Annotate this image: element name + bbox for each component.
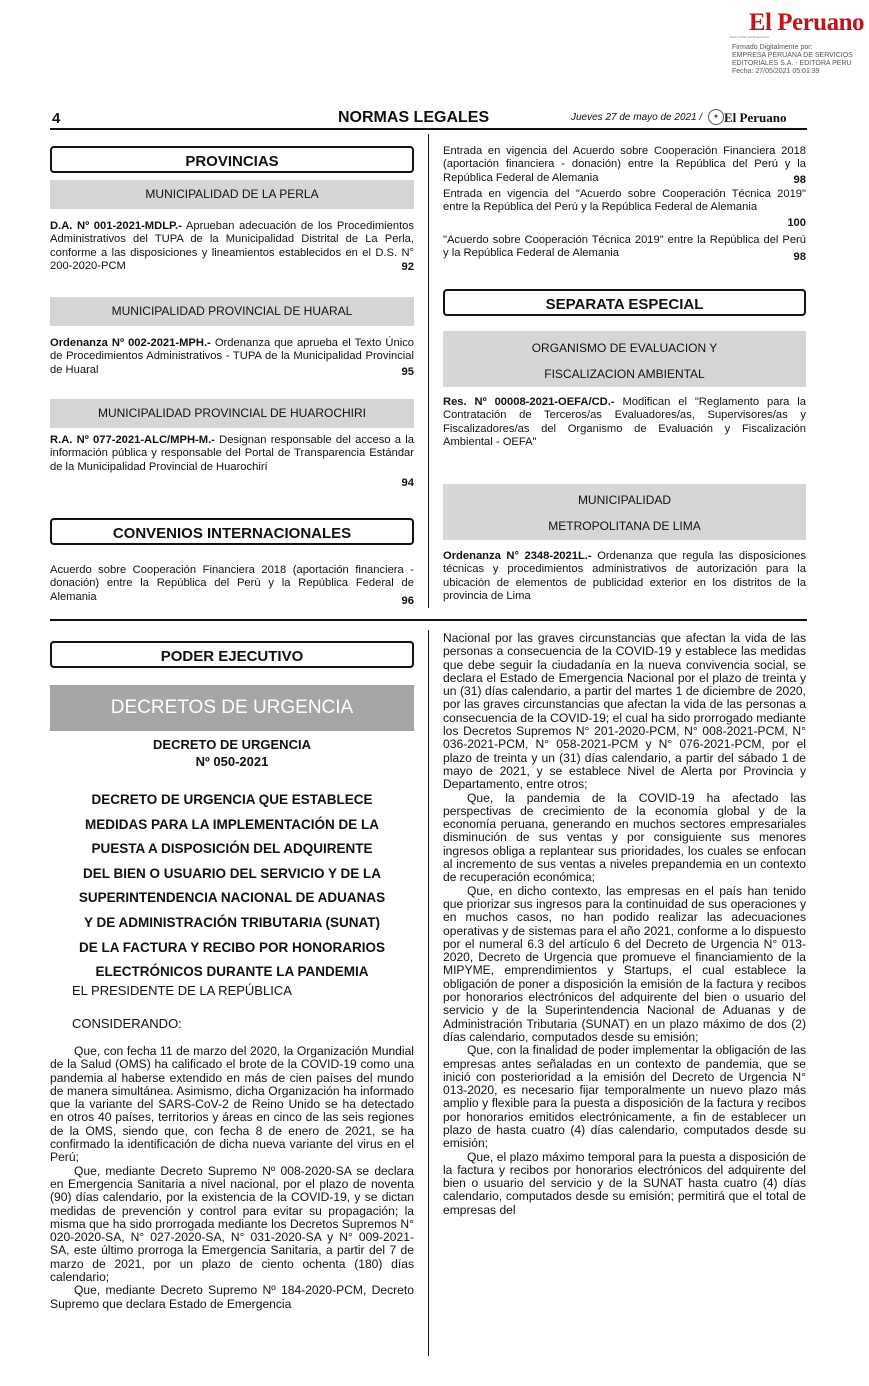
- entity-header: MUNICIPALIDAD PROVINCIAL DE HUARAL: [50, 297, 414, 326]
- entry-text: Entrada en vigencia del Acuerdo sobre Cooperación Financiera 2018 (aportación financiera - donación) entre la República del Perú y la República Federal de Alemania: [443, 145, 806, 184]
- issue-date: Jueves 27 de mayo de 2021 /: [571, 112, 703, 123]
- body-paragraph: Que, en dicho contexto, las empresas en el país han tenido que priorizar sus ingresos para la continuidad de sus operaciones y en muchos casos, no han podido realizar las adecuaciones operativas y de sistemas para el año 2021, conforme a lo dispuesto por el numeral 6.3 del artículo 6 del Decreto de Urgencia N° 013-2020, Decreto de Urgencia que promueve el financiamiento de la MIPYME, emprendimientos y Startups, el cual establece la obligación de poner a disposición la emisión de la factura y recibos por honorarios electrónicos del adquirente del bien o usuario del servicio y de la Superintendencia Nacional de Aduanas y de Administración Tributaria (SUNAT) en un plazo máximo de dos (2) días calendario, computados desde su emisión;: [443, 883, 806, 1044]
- heading-line: SUPERINTENDENCIA NACIONAL DE ADUANAS: [78, 890, 386, 906]
- entity-header: [443, 484, 806, 540]
- body-paragraph: Que, mediante Decreto Supremo Nº 008-2020-SA se declara en Emergencia Sanitaria a nivel nacional, por el plazo de noventa (90) días calendario, por la existencia de la COVID-19, y se dictan medidas de prevención y control para evitar su propagación; la misma que ha sido prorrogada mediante los Decretos Supremos N° 020-2020-SA, N° 027-2020-SA, N° 031-2020-SA y N° 009-2021-SA, este último prorroga la Emergencia Sanitaria, a partir del 7 de marzo de 2021, por un plazo de ciento ochenta (180) días calendario;: [50, 1163, 414, 1285]
- entry-text: Entrada en vigencia del "Acuerdo sobre Cooperación Técnica 2019" entre la República del Perú y la República Federal de Alemania: [443, 188, 806, 214]
- entry-page: 98: [793, 250, 806, 263]
- entry-page: 94: [401, 476, 414, 489]
- summary-entry: [443, 396, 806, 466]
- signature-line: Fecha: 27/05/2021 05:01:39: [732, 68, 820, 75]
- entry-text: Aprueban adecuación de los Procedimientos Administrativos del TUPA de la Municipalidad Distrital de La Perla, conforme a las disposiciones y lineamientos establecidos en el D.S. N° 200-2020-PCM: [50, 220, 414, 273]
- body-paragraph: Que, con fecha 11 de marzo del 2020, la Organización Mundial de la Salud (OMS) ha calificado el brote de la COVID-19 como una pandemia al haberse extendido en más de cien países del mundo de manera simultánea. Asimismo, dicha Organización ha informado que la variante del SARS-CoV-2 de Reino Unido se ha detectado en otros 40 países, territorios y áreas en cinco de las seis regiones de la OMS, siendo que, con fecha 8 de enero de 2021, se ha confirmado la identificación de dicha nueva variante del virus en el Perú;: [50, 1045, 414, 1165]
- signature-line: EMPRESA PERUANA DE SERVICIOS: [732, 52, 853, 59]
- entry-code: R.A. Nº 077-2021-ALC/MPH-M.-: [50, 434, 215, 446]
- column-divider: [428, 134, 429, 608]
- entry-page: 96: [401, 594, 414, 607]
- entry-text: Designan responsable del acceso a la información pública y responsable del Portal de Transparencia Estándar de la Municipalidad Provincial de Huarochirí: [50, 434, 414, 473]
- summary-entry: [50, 337, 414, 379]
- heading-line: PUESTA A DISPOSICIÓN DEL ADQUIRENTE: [91, 841, 373, 857]
- entry-code: Ordenanza Nº 002-2021-MPH.-: [50, 337, 211, 349]
- decree-number: Nº 050-2021: [195, 754, 269, 769]
- signature-line: EDITORIALES S.A. - EDITORA PERU: [732, 60, 852, 67]
- provincias-title: PROVINCIAS: [50, 146, 414, 173]
- decree-heading: [50, 788, 414, 985]
- president-line: EL PRESIDENTE DE LA REPÚBLICA: [72, 983, 292, 998]
- entry-code: D.A. Nº 001-2021-MDLP.-: [50, 220, 182, 232]
- el-peruano-logo: El Peruano: [748, 9, 864, 36]
- heading-line: DEL BIEN O USUARIO DEL SERVICIO Y DE LA: [82, 865, 382, 881]
- heading-line: DECRETO DE URGENCIA QUE ESTABLECE: [91, 792, 373, 807]
- heading-line: ELECTRÓNICOS DURANTE LA PANDEMIA: [95, 964, 369, 980]
- heading-line: MEDIDAS PARA LA IMPLEMENTACIÓN DE LA: [85, 816, 379, 832]
- decree-body-left: [50, 1045, 414, 1355]
- entity-header: MUNICIPALIDAD PROVINCIAL DE HUAROCHIRI: [50, 399, 414, 428]
- header-brand: El Peruano: [724, 110, 787, 125]
- column-divider: [428, 630, 429, 1356]
- entry-page: 92: [401, 260, 414, 273]
- logo-tagline: Diario Oficial del Bicentenario: [730, 35, 770, 39]
- section-rule: [50, 619, 807, 621]
- section-title: NORMAS LEGALES: [338, 109, 490, 126]
- entity-header-line: METROPOLITANA DE LIMA: [548, 519, 701, 533]
- body-paragraph: Que, con la finalidad de poder implementar la obligación de las empresas antes señaladas en un contexto de pandemia, que se inició con posterioridad a la emisión del Decreto de Urgencia N° 013-2020, es necesario fijar temporalmente un nuevo plazo más amplio y flexible para la puesta a disposición de la factura y recibos por honorarios emitidos electrónicamente, a fin de establecer un plazo de hasta cuatro (4) días calendario, computados desde su emisión;: [443, 1043, 806, 1151]
- decree-body-right: [443, 632, 806, 1354]
- entry-text: Modifican el "Reglamento para la Contratación de Terceros/as Evaluadores/as, Supervisores/as y Fiscalizadores/as del Organismo de Evaluación y Fiscalización Ambiental - OEFA": [443, 396, 806, 449]
- considerando-label: CONSIDERANDO:: [72, 1016, 182, 1031]
- coat-of-arms-icon: ✦: [708, 109, 724, 125]
- entry-text: Acuerdo sobre Cooperación Financiera 2018 (aportación financiera - donación) entre la República del Perú y la República Federal de Alemania: [50, 564, 414, 603]
- entry-page: 98: [793, 173, 806, 186]
- convenios-title: CONVENIOS INTERNACIONALES: [50, 518, 414, 545]
- summary-entry: [443, 550, 806, 608]
- entry-text: Ordenanza que aprueba el Texto Único de Procedimientos Administrativos - TUPA de la Municipalidad Provincial de Huaral: [50, 337, 415, 376]
- body-paragraph: Que, el plazo máximo temporal para la puesta a disposición de la factura y recibos por honorarios electrónicos del adquirente del bien o usuario del servicio y de la SUNAT hasta cuatro (4) días calendario, computados desde su emisión; permitirá que el total de empresas del: [443, 1149, 806, 1217]
- summary-entry: [50, 434, 414, 490]
- body-paragraph: Que, mediante Decreto Supremo Nº 184-2020-PCM, Decreto Supremo que declara Estado de Emergencia: [50, 1283, 414, 1311]
- poder-ejecutivo-title: PODER EJECUTIVO: [50, 641, 414, 668]
- page-number: 4: [52, 110, 61, 127]
- entry-code: Res. Nº 00008-2021-OEFA/CD.-: [443, 396, 615, 408]
- summary-entry: [50, 564, 414, 608]
- body-paragraph: Nacional por las graves circunstancias que afectan la vida de las personas a consecuencia de la COVID-19 y establece las medidas que debe seguir la ciudadanía en la nueva convivencia social, se declara el Estado de Emergencia Nacional por el plazo de treinta y un (31) días calendario, a partir del martes 1 de diciembre de 2020, por las graves circunstancias que afectan la vida de las personas a consecuencia de la COVID-19; el cual ha sido prorrogado mediante los Decretos Supremos N° 201-2020-PCM, N° 008-2021-PCM, N° 036-2021-PCM, N° 058-2021-PCM y N° 076-2021-PCM, por el plazo de treinta y un (31) días calendario, a partir del sábado 1 de mayo de 2021, y se establece Nivel de Alerta por Provincia y Departamento, entre otros;: [443, 632, 806, 792]
- entry-page: 95: [401, 365, 414, 378]
- entry-text: Ordenanza que regula las disposiciones técnicas y procedimientos administrativos de autorización para la ubicación de elementos de publicidad exterior en los distritos de la provincia de Lima: [443, 550, 807, 603]
- digital-signature: [732, 44, 862, 76]
- entity-header-line: FISCALIZACION AMBIENTAL: [544, 367, 705, 381]
- summary-entry: [443, 188, 806, 230]
- summary-entry: [443, 145, 806, 187]
- heading-line: Y DE ADMINISTRACIÓN TRIBUTARIA (SUNAT): [84, 914, 380, 930]
- signature-line: Firmado Digitalmente por:: [732, 44, 813, 51]
- decretos-banner: DECRETOS DE URGENCIA: [50, 685, 414, 731]
- body-paragraph: Que, la pandemia de la COVID-19 ha afectado las perspectivas de crecimiento de la economía global y de la economía peruana, generando en muchos sectores empresariales disminución de sus ventas y por consiguiente sus menores ingresos obliga a replantear sus prioridades, los cuales se enfocan al incremento de sus ventas a niveles prepandemia en un contexto de recuperación económica;: [443, 790, 806, 885]
- entity-header: [443, 331, 806, 387]
- summary-entry: [443, 234, 806, 264]
- separata-title: SEPARATA ESPECIAL: [443, 289, 806, 316]
- header-rule: [50, 128, 807, 130]
- entry-code: Ordenanza N° 2348-2021L.-: [443, 550, 592, 562]
- summary-entry: [50, 220, 414, 274]
- entity-header: MUNICIPALIDAD DE LA PERLA: [50, 180, 414, 209]
- decree-type: DECRETO DE URGENCIA: [153, 737, 311, 752]
- entry-text: "Acuerdo sobre Cooperación Técnica 2019" entre la República del Perú y la República Federal de Alemania: [443, 234, 806, 260]
- entry-page: 100: [787, 216, 806, 229]
- decree-title: [50, 736, 414, 770]
- entity-header-line: MUNICIPALIDAD: [577, 493, 672, 507]
- entity-header-line: ORGANISMO DE EVALUACION Y: [531, 341, 718, 355]
- heading-line: DE LA FACTURA Y RECIBO POR HONORARIOS: [78, 939, 386, 955]
